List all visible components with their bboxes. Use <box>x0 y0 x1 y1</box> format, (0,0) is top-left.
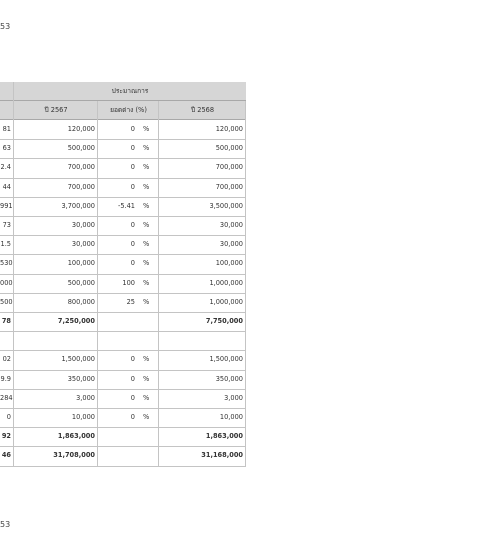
y2567-cell <box>14 331 95 350</box>
y2568-cell: 1,000,000 <box>209 278 243 287</box>
prev-year-cell: 81 <box>2 125 11 133</box>
prev-year-cell: 0 <box>6 413 11 421</box>
prev-year-cell: 284 <box>0 393 13 402</box>
y2567-cell: 31,708,000 <box>53 451 95 460</box>
table-row <box>0 312 246 331</box>
y2568-cell: 30,000 <box>219 221 243 229</box>
prev-year-cell: 2.4 <box>0 163 11 172</box>
percent-sign <box>143 312 155 331</box>
y2568-cell: 100,000 <box>215 259 243 268</box>
percent-sign: % <box>143 201 150 210</box>
prev-year-cell: 46 <box>1 451 11 460</box>
y2568-cell: 1,500,000 <box>209 355 243 364</box>
prev-year-cell <box>0 331 11 350</box>
y2567-cell: 30,000 <box>71 221 95 229</box>
percent-sign: % <box>143 144 150 153</box>
prev-year-cell: 000 <box>0 278 13 287</box>
prev-year-cell: 991 <box>0 201 13 210</box>
diff-cell: 0 <box>130 182 135 191</box>
diff-cell: 0 <box>130 259 135 268</box>
percent-sign: % <box>143 163 150 172</box>
y2567-cell: 500,000 <box>67 278 95 287</box>
table-row <box>0 178 246 197</box>
y2567-cell: 1,863,000 <box>57 432 95 441</box>
diff-cell: 0 <box>130 144 135 153</box>
y2567-cell: 10,000 <box>71 413 95 421</box>
table-row <box>0 331 246 350</box>
row-divider <box>0 466 246 467</box>
y2567-cell: 500,000 <box>67 144 95 153</box>
table-row <box>0 216 246 235</box>
y2568-cell <box>159 331 243 350</box>
column-divider <box>13 101 14 466</box>
y2568-cell: 1,000,000 <box>209 297 243 306</box>
table-row <box>0 427 246 446</box>
table-row <box>0 120 246 139</box>
y2567-cell: 800,000 <box>67 297 95 306</box>
y2568-cell: 30,000 <box>219 240 243 249</box>
prev-year-cell: 73 <box>2 221 11 229</box>
table-row <box>0 274 246 293</box>
diff-cell: 0 <box>130 374 135 383</box>
y2568-cell: 350,000 <box>215 374 243 383</box>
y2568-cell: 7,750,000 <box>205 317 243 325</box>
y2567-cell: 1,500,000 <box>61 355 95 364</box>
diff-cell: 0 <box>130 125 135 133</box>
percent-sign <box>143 446 155 465</box>
column-divider <box>13 82 14 101</box>
diff-cell <box>98 446 135 465</box>
group-header-row <box>0 82 246 101</box>
table-row <box>0 254 246 273</box>
y2567-cell: 700,000 <box>67 163 95 172</box>
table-row <box>0 408 246 427</box>
y2568-cell: 3,000 <box>224 393 243 402</box>
page-number-bottom: 53 <box>0 520 11 529</box>
prev-year-cell: 78 <box>1 317 11 325</box>
percent-sign: % <box>143 182 150 191</box>
y2567-cell: 100,000 <box>67 259 95 268</box>
y2568-cell: 700,000 <box>215 163 243 172</box>
prev-year-cell: 92 <box>1 432 11 441</box>
diff-cell <box>98 331 135 350</box>
y2567-cell: 120,000 <box>67 125 95 133</box>
table-row <box>0 389 246 408</box>
table-row <box>0 350 246 369</box>
prev-year-cell: 44 <box>2 182 11 191</box>
column-divider <box>97 101 98 466</box>
diff-cell <box>98 427 135 446</box>
percent-sign: % <box>143 393 150 402</box>
y2568-cell: 10,000 <box>219 413 243 421</box>
prev-year-cell: 02 <box>2 355 11 364</box>
percent-sign: % <box>143 278 150 287</box>
prev-year-cell: 1.5 <box>0 240 11 249</box>
y2568-cell: 120,000 <box>215 125 243 133</box>
prev-year-cell: 500 <box>0 297 13 306</box>
prev-year-cell: 63 <box>2 144 11 153</box>
table-row <box>0 235 246 254</box>
column-header-diff: ยอดต่าง (%) <box>110 106 147 114</box>
diff-cell: -5.41 <box>117 201 135 210</box>
table-row <box>0 158 246 177</box>
y2567-cell: 350,000 <box>67 374 95 383</box>
y2568-cell: 500,000 <box>215 144 243 153</box>
page-number-top: 53 <box>0 22 11 31</box>
y2567-cell: 7,250,000 <box>57 317 95 325</box>
percent-sign: % <box>143 259 150 268</box>
diff-cell: 0 <box>130 393 135 402</box>
y2567-cell: 700,000 <box>67 182 95 191</box>
percent-sign: % <box>143 355 150 364</box>
column-header-row <box>0 101 246 120</box>
y2568-cell: 1,863,000 <box>205 432 243 441</box>
percent-sign: % <box>143 240 150 249</box>
group-header-label: ประมาณการ <box>111 87 149 95</box>
table-row <box>0 197 246 216</box>
diff-cell: 0 <box>130 413 135 421</box>
prev-year-cell: 9.9 <box>0 374 11 383</box>
column-header-2567: ปี 2567 <box>44 106 68 114</box>
table-row <box>0 370 246 389</box>
y2567-cell: 30,000 <box>71 240 95 249</box>
diff-cell: 0 <box>130 221 135 229</box>
y2568-cell: 31,168,000 <box>201 451 243 460</box>
diff-cell: 0 <box>130 240 135 249</box>
column-header-2568: ปี 2568 <box>190 106 215 114</box>
percent-sign: % <box>143 297 150 306</box>
percent-sign <box>143 427 155 446</box>
diff-cell: 100 <box>122 278 135 287</box>
table-row <box>0 139 246 158</box>
diff-cell: 0 <box>130 355 135 364</box>
diff-cell <box>98 312 135 331</box>
percent-sign: % <box>143 413 150 421</box>
y2568-cell: 700,000 <box>215 182 243 191</box>
column-divider <box>158 101 159 466</box>
percent-sign <box>143 331 155 350</box>
table-row <box>0 293 246 312</box>
percent-sign: % <box>143 221 150 229</box>
y2567-cell: 3,700,000 <box>61 201 95 210</box>
column-divider <box>245 101 246 466</box>
table-row <box>0 446 246 465</box>
y2567-cell: 3,000 <box>76 393 95 402</box>
percent-sign: % <box>143 125 150 133</box>
percent-sign: % <box>143 374 150 383</box>
diff-cell: 25 <box>126 297 135 306</box>
y2568-cell: 3,500,000 <box>209 201 243 210</box>
diff-cell: 0 <box>130 163 135 172</box>
prev-year-cell: 530 <box>0 259 13 268</box>
